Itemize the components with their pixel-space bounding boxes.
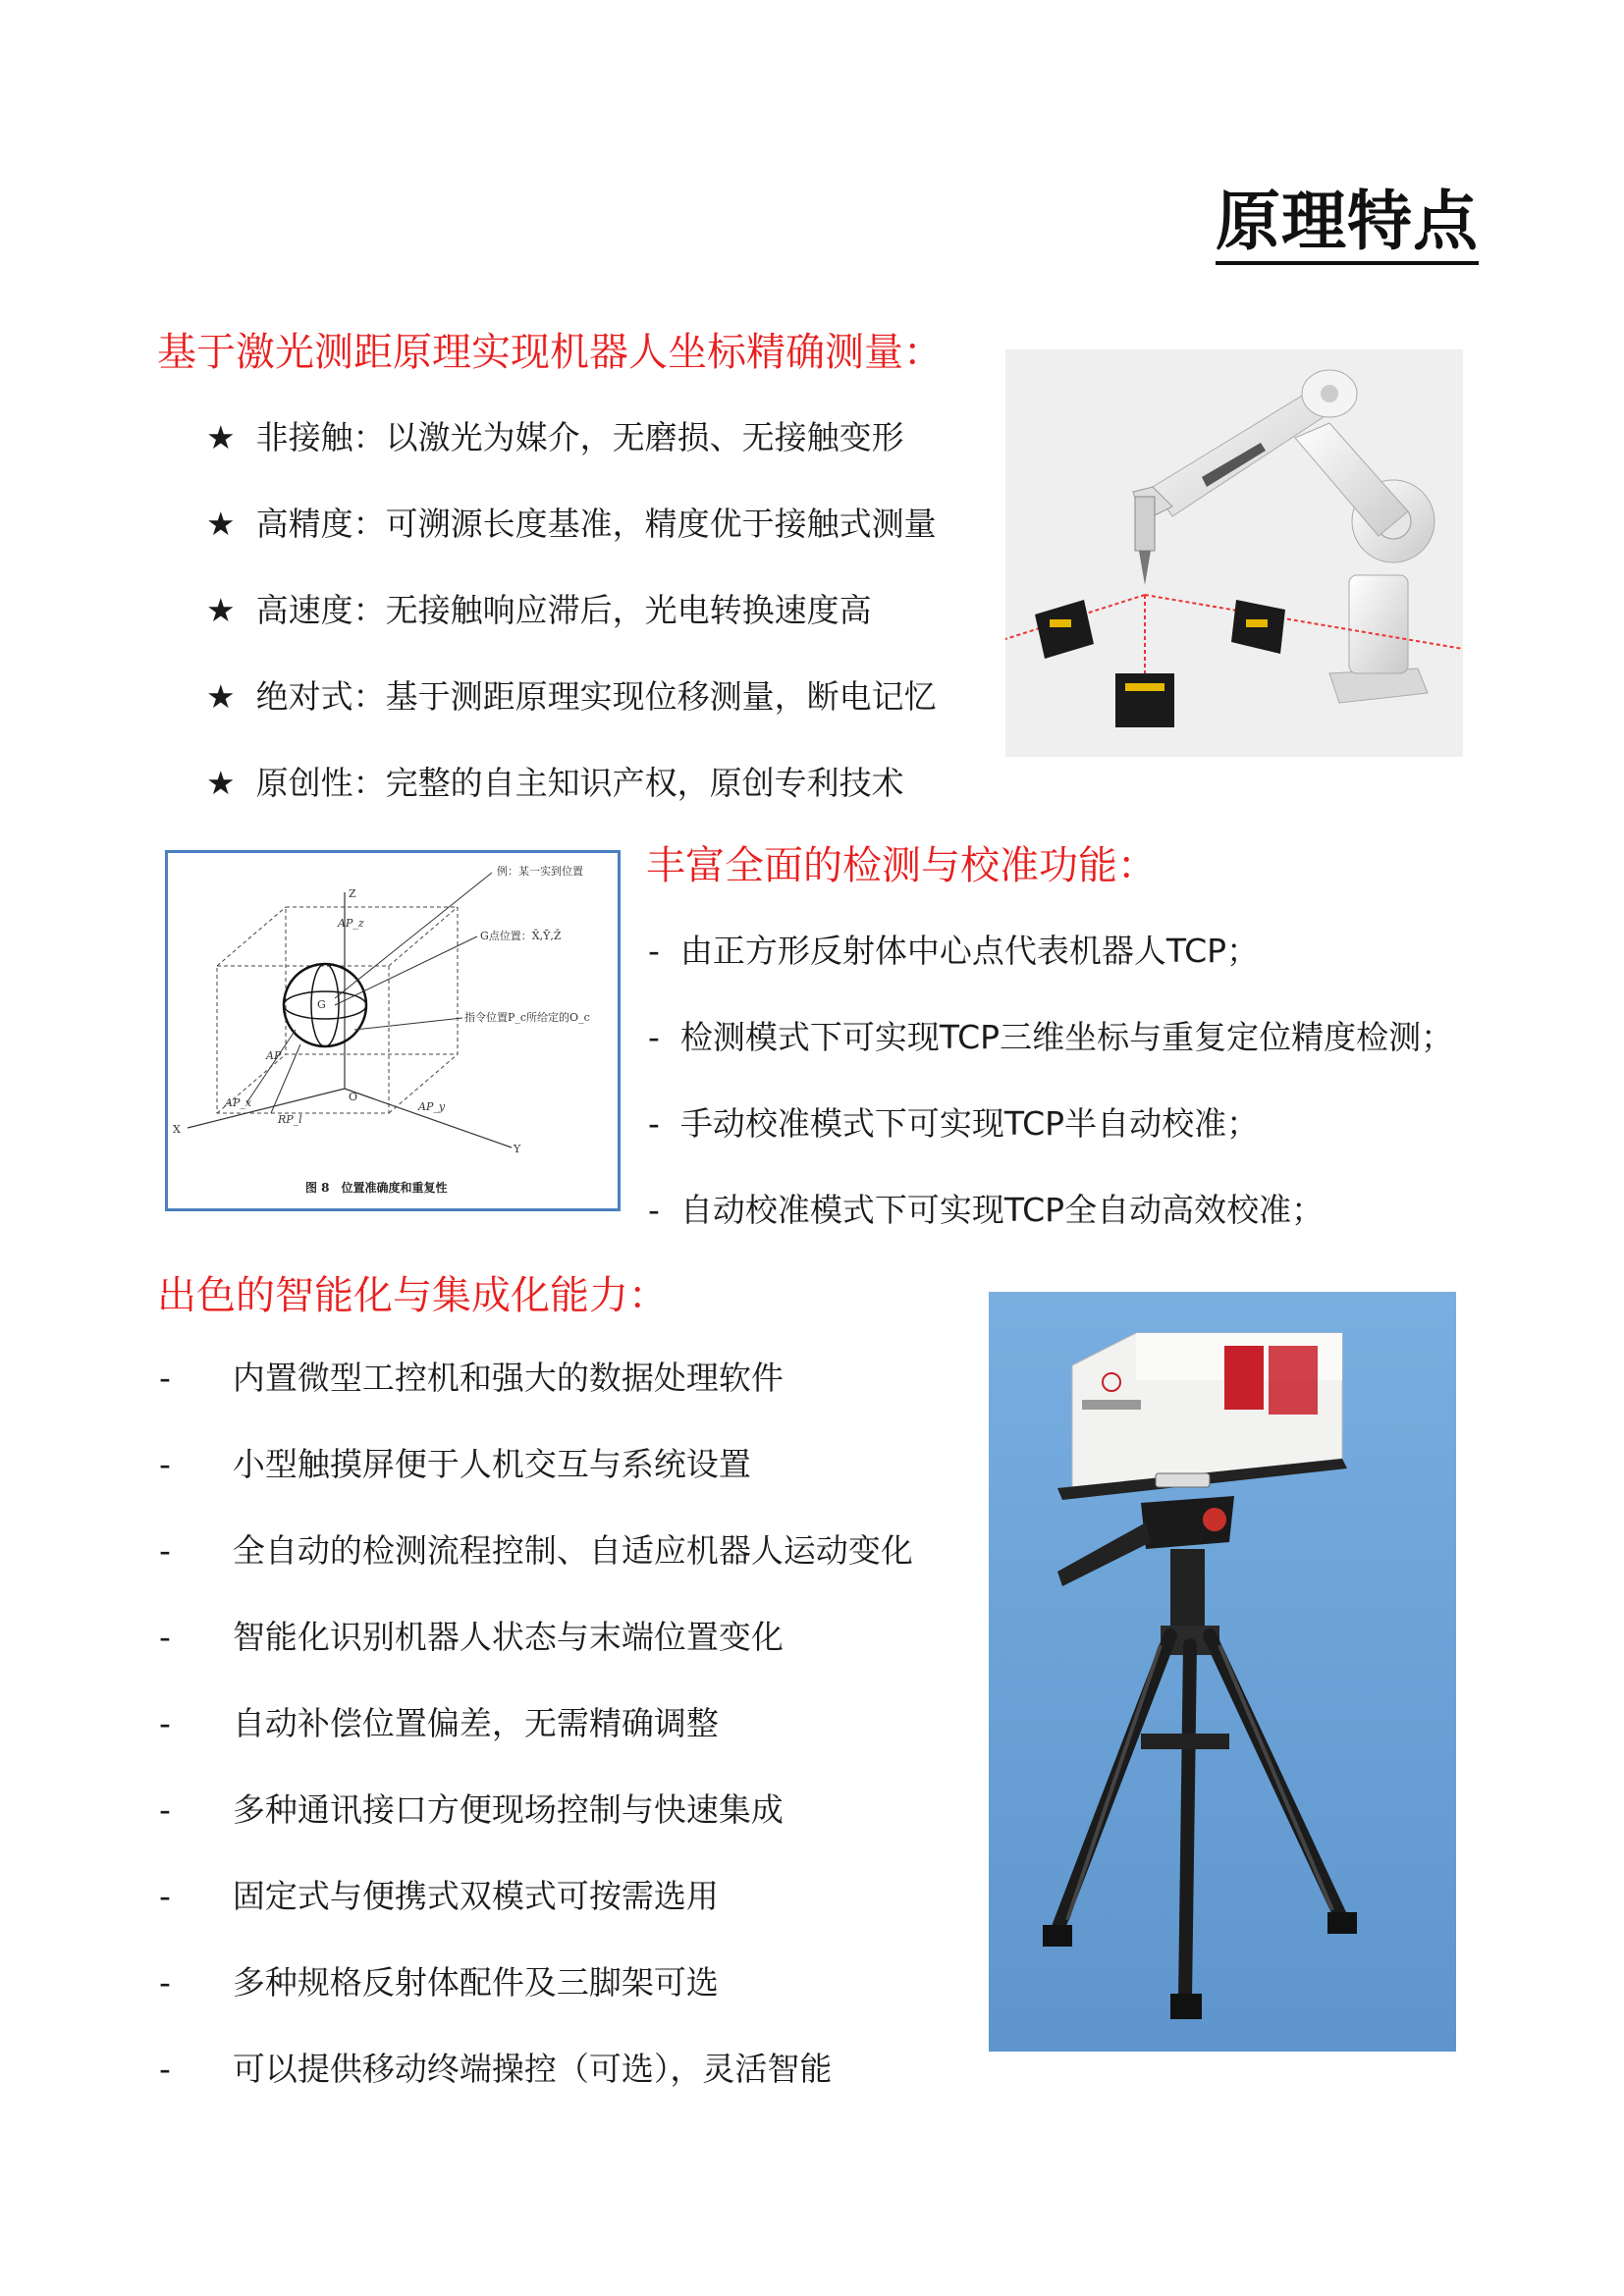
list-item: - 可以提供移动终端操控（可选），灵活智能 bbox=[159, 2050, 833, 2088]
star-icon: ★ bbox=[206, 505, 236, 543]
dash-marker: - bbox=[159, 1531, 171, 1570]
diagram-label-ap: AP bbox=[266, 1049, 282, 1062]
page-title: 原理特点 bbox=[1216, 185, 1479, 265]
list-item: ★ 高精度：可溯源长度基准，精度优于接触式测量 bbox=[206, 505, 937, 543]
star-icon: ★ bbox=[206, 764, 236, 802]
diagram-label-apx: AP_x bbox=[225, 1096, 252, 1109]
star-icon: ★ bbox=[206, 677, 236, 716]
diagram-label-g-pos: G点位置：X̄,Ȳ,Z̄ bbox=[480, 930, 562, 942]
dash-marker: - bbox=[159, 2050, 171, 2088]
list-item: - 多种规格反射体配件及三脚架可选 bbox=[159, 1963, 719, 2002]
section2-heading: 丰富全面的检测与校准功能： bbox=[646, 843, 1157, 888]
diagram-caption: 图 8 位置准确度和重复性 bbox=[305, 1181, 448, 1195]
dash-marker: - bbox=[159, 1704, 171, 1742]
star-icon: ★ bbox=[206, 591, 236, 629]
list-item: - 多种通讯接口方便现场控制与快速集成 bbox=[159, 1790, 784, 1829]
diagram-label-rp: RP_l bbox=[278, 1113, 302, 1126]
position-accuracy-diagram bbox=[165, 850, 621, 1211]
section1-heading: 基于激光测距原理实现机器人坐标精确测量： bbox=[157, 330, 943, 375]
dash-marker: - bbox=[159, 1618, 171, 1656]
dash-marker: - bbox=[159, 1359, 171, 1397]
dash-marker: - bbox=[159, 1445, 171, 1483]
tripod-device-photo bbox=[989, 1292, 1456, 2052]
dash-marker: - bbox=[159, 1790, 171, 1829]
list-item: - 智能化识别机器人状态与末端位置变化 bbox=[159, 1618, 784, 1656]
diagram-label-apy: AP_y bbox=[418, 1100, 446, 1113]
diagram-label-apz: AP_z bbox=[338, 917, 364, 930]
diagram-label-y: Y bbox=[514, 1143, 521, 1155]
list-item: - 由正方形反射体中心点代表机器人TCP； bbox=[648, 932, 1260, 970]
list-item: - 内置微型工控机和强大的数据处理软件 bbox=[159, 1359, 784, 1397]
list-item: - 小型触摸屏便于人机交互与系统设置 bbox=[159, 1445, 751, 1483]
list-item: ★ 高速度：无接触响应滞后，光电转换速度高 bbox=[206, 591, 872, 629]
diagram-label-g: G bbox=[317, 998, 326, 1011]
dash-marker: - bbox=[648, 932, 660, 970]
list-item: ★ 非接触：以激光为媒介，无磨损、无接触变形 bbox=[206, 418, 904, 456]
diagram-label-cmd-pos: 指令位置P_c所给定的O_c bbox=[464, 1011, 590, 1024]
dash-marker: - bbox=[159, 1877, 171, 1915]
diagram-label-oc: O bbox=[349, 1091, 358, 1103]
list-item: - 手动校准模式下可实现TCP半自动校准； bbox=[648, 1104, 1260, 1143]
dash-marker: - bbox=[648, 1191, 660, 1229]
dash-marker: - bbox=[648, 1018, 660, 1056]
diagram-label-z: Z bbox=[349, 887, 356, 900]
list-item: - 自动补偿位置偏差，无需精确调整 bbox=[159, 1704, 719, 1742]
list-item: ★ 原创性：完整的自主知识产权，原创专利技术 bbox=[206, 764, 904, 802]
dash-marker: - bbox=[159, 1963, 171, 2002]
dash-marker: - bbox=[648, 1104, 660, 1143]
list-item: - 固定式与便携式双模式可按需选用 bbox=[159, 1877, 719, 1915]
list-item: - 检测模式下可实现TCP三维坐标与重复定位精度检测； bbox=[648, 1018, 1454, 1056]
diagram-label-x: X bbox=[173, 1123, 181, 1136]
robot-arm-photo bbox=[1005, 349, 1463, 757]
list-item: - 自动校准模式下可实现TCP全自动高效校准； bbox=[648, 1191, 1325, 1229]
section3-heading: 出色的智能化与集成化能力： bbox=[157, 1273, 668, 1318]
list-item: - 全自动的检测流程控制、自适应机器人运动变化 bbox=[159, 1531, 913, 1570]
star-icon: ★ bbox=[206, 418, 236, 456]
diagram-label-example: 例：某一实到位置 bbox=[497, 865, 583, 878]
list-item: ★ 绝对式：基于测距原理实现位移测量，断电记忆 bbox=[206, 677, 937, 716]
